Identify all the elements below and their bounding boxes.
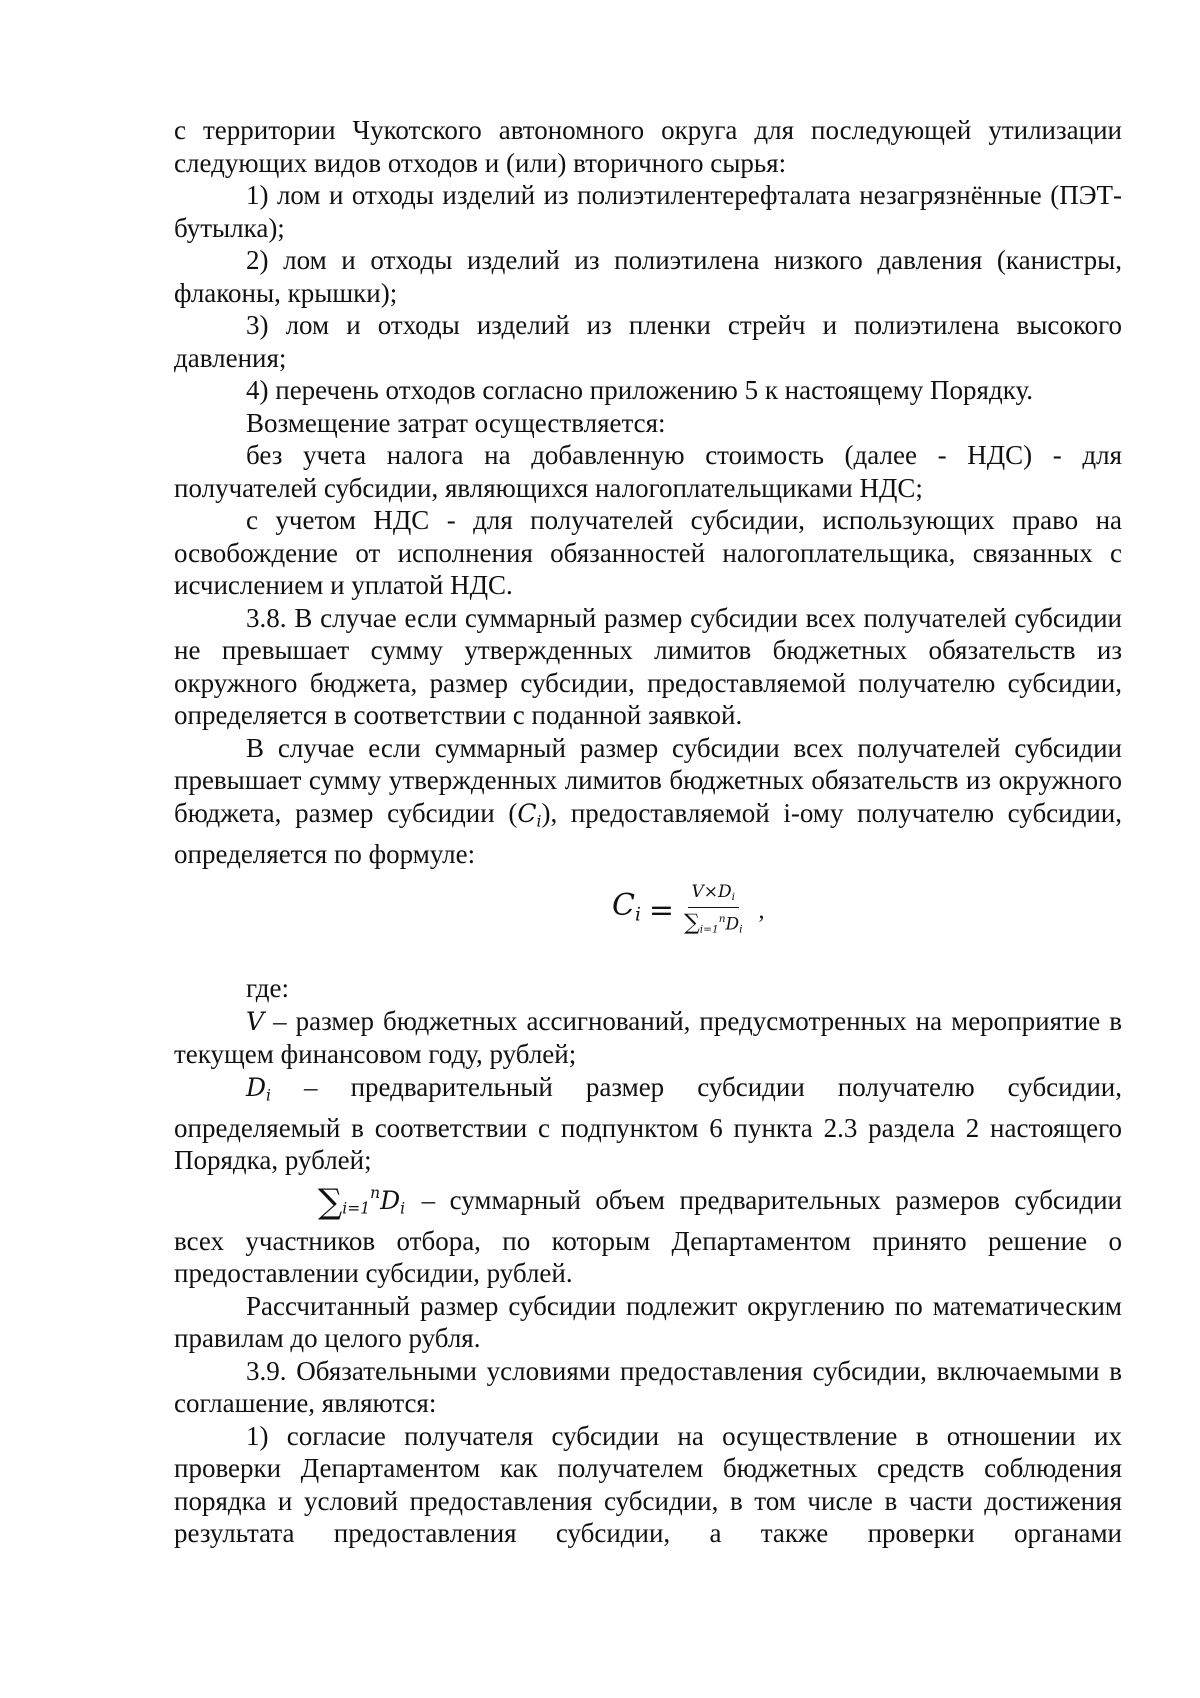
document-body xyxy=(174,114,1122,1550)
paragraph-with-vat: с учетом НДС - для получателей субсидии, использующих право на освобождение от исполнения обязанностей налогоплательщика, связанных с исчислением и уплатой НДС. xyxy=(174,505,1122,600)
clause-3-9: 3.9. Обязательными условиями предоставления субсидии, включаемыми в соглашение, являются: xyxy=(174,1355,1122,1419)
math-c-symbol: $C_i$ xyxy=(517,798,542,831)
definition-di: $D_i$ – предварительный размер субсидии получателю субсидии, определяемый в соответствии с подпунктом 6 пункта 2.3 раздела 2 настоящего Порядка, рублей; xyxy=(174,1071,1123,1176)
formula-denominator: $\sum_{i=1}^nD_i$ xyxy=(684,910,743,936)
list-item-stretch-film: 3) лом и отходы изделий из пленки стрейч и полиэтилена высокого давления; xyxy=(174,310,1122,373)
paragraph-formula-intro xyxy=(174,732,1122,871)
math-sum-symbol: $\sum_{i=1}^nD_i$ xyxy=(318,1181,406,1222)
formula-lhs: $C_i$ xyxy=(612,888,641,927)
paragraph-where: где: xyxy=(246,973,289,1004)
formula-equals: = xyxy=(648,893,675,929)
math-v-symbol: V xyxy=(246,1006,265,1036)
definition-v: V – размер бюджетных ассигнований, предусмотренных на мероприятие в текущем финансовом году, рублей; xyxy=(174,1005,1123,1070)
formula-fraction xyxy=(682,882,744,941)
list-item-pet: 1) лом и отходы изделий из полиэтилентерефталата незагрязнённые (ПЭТ-бутылка); xyxy=(174,180,1122,243)
formula-comma: , xyxy=(758,898,765,925)
paragraph-reimbursement: Возмещение затрат осуществляется: xyxy=(246,407,666,438)
formula-block xyxy=(174,882,1122,972)
paragraph-rounding: Рассчитанный размер субсидии подлежит округлению по математическим правилам до целого рубля. xyxy=(174,1290,1122,1354)
definition-sum-di: $\sum_{i=1}^nD_i$ – суммарный объем предварительных размеров субсидии всех участников отбора, по которым Департаментом принято решение о предоставлении субсидии, рублей. xyxy=(174,1177,1122,1290)
formula-numerator: $V\times D_i$ xyxy=(688,882,740,908)
paragraph-without-vat: без учета налога на добавленную стоимость (далее - НДС) - для получателей субсидии, являющихся налогоплательщиками НДС; xyxy=(174,440,1122,503)
subsidy-formula xyxy=(612,882,765,941)
formula-intro-text-a: В случае если суммарный размер субсидии всех получателей субсидии превышает сумму утвержденных лимитов бюджетных обязательств из окружного бюджета, размер субсидии ( xyxy=(174,732,1122,828)
list-item-consent: 1) согласие получателя субсидии на осуществление в отношении их проверки Департаментом как получателем бюджетных средств соблюдения порядка и условий предоставления субсидии, в том числе в части достижения результата предоставления субсидии, а также проверки органами xyxy=(174,1420,1122,1549)
paragraph-territory: с территории Чукотского автономного округа для последующей утилизации следующих видов отходов и (или) вторичного сырья: xyxy=(174,115,1122,178)
math-di-symbol: $D_i$ xyxy=(246,1072,272,1105)
clause-3-8: 3.8. В случае если суммарный размер субсидии всех получателей субсидии не превышает сумму утвержденных лимитов бюджетных обязательств из окружного бюджета, размер субсидии, предоставляемой получателю субсидии, определяется в соответствии с поданной заявкой. xyxy=(174,602,1122,730)
list-item-hdpe: 2) лом и отходы изделий из полиэтилена низкого давления (канистры, флаконы, крышки); xyxy=(174,245,1122,308)
list-item-waste-list: 4) перечень отходов согласно приложению 5 к настоящему Порядку. xyxy=(246,375,1033,405)
formula-intro-text-b: ), предоставляемой i-ому получателю субсидии, определяется по формуле: xyxy=(174,797,1123,869)
